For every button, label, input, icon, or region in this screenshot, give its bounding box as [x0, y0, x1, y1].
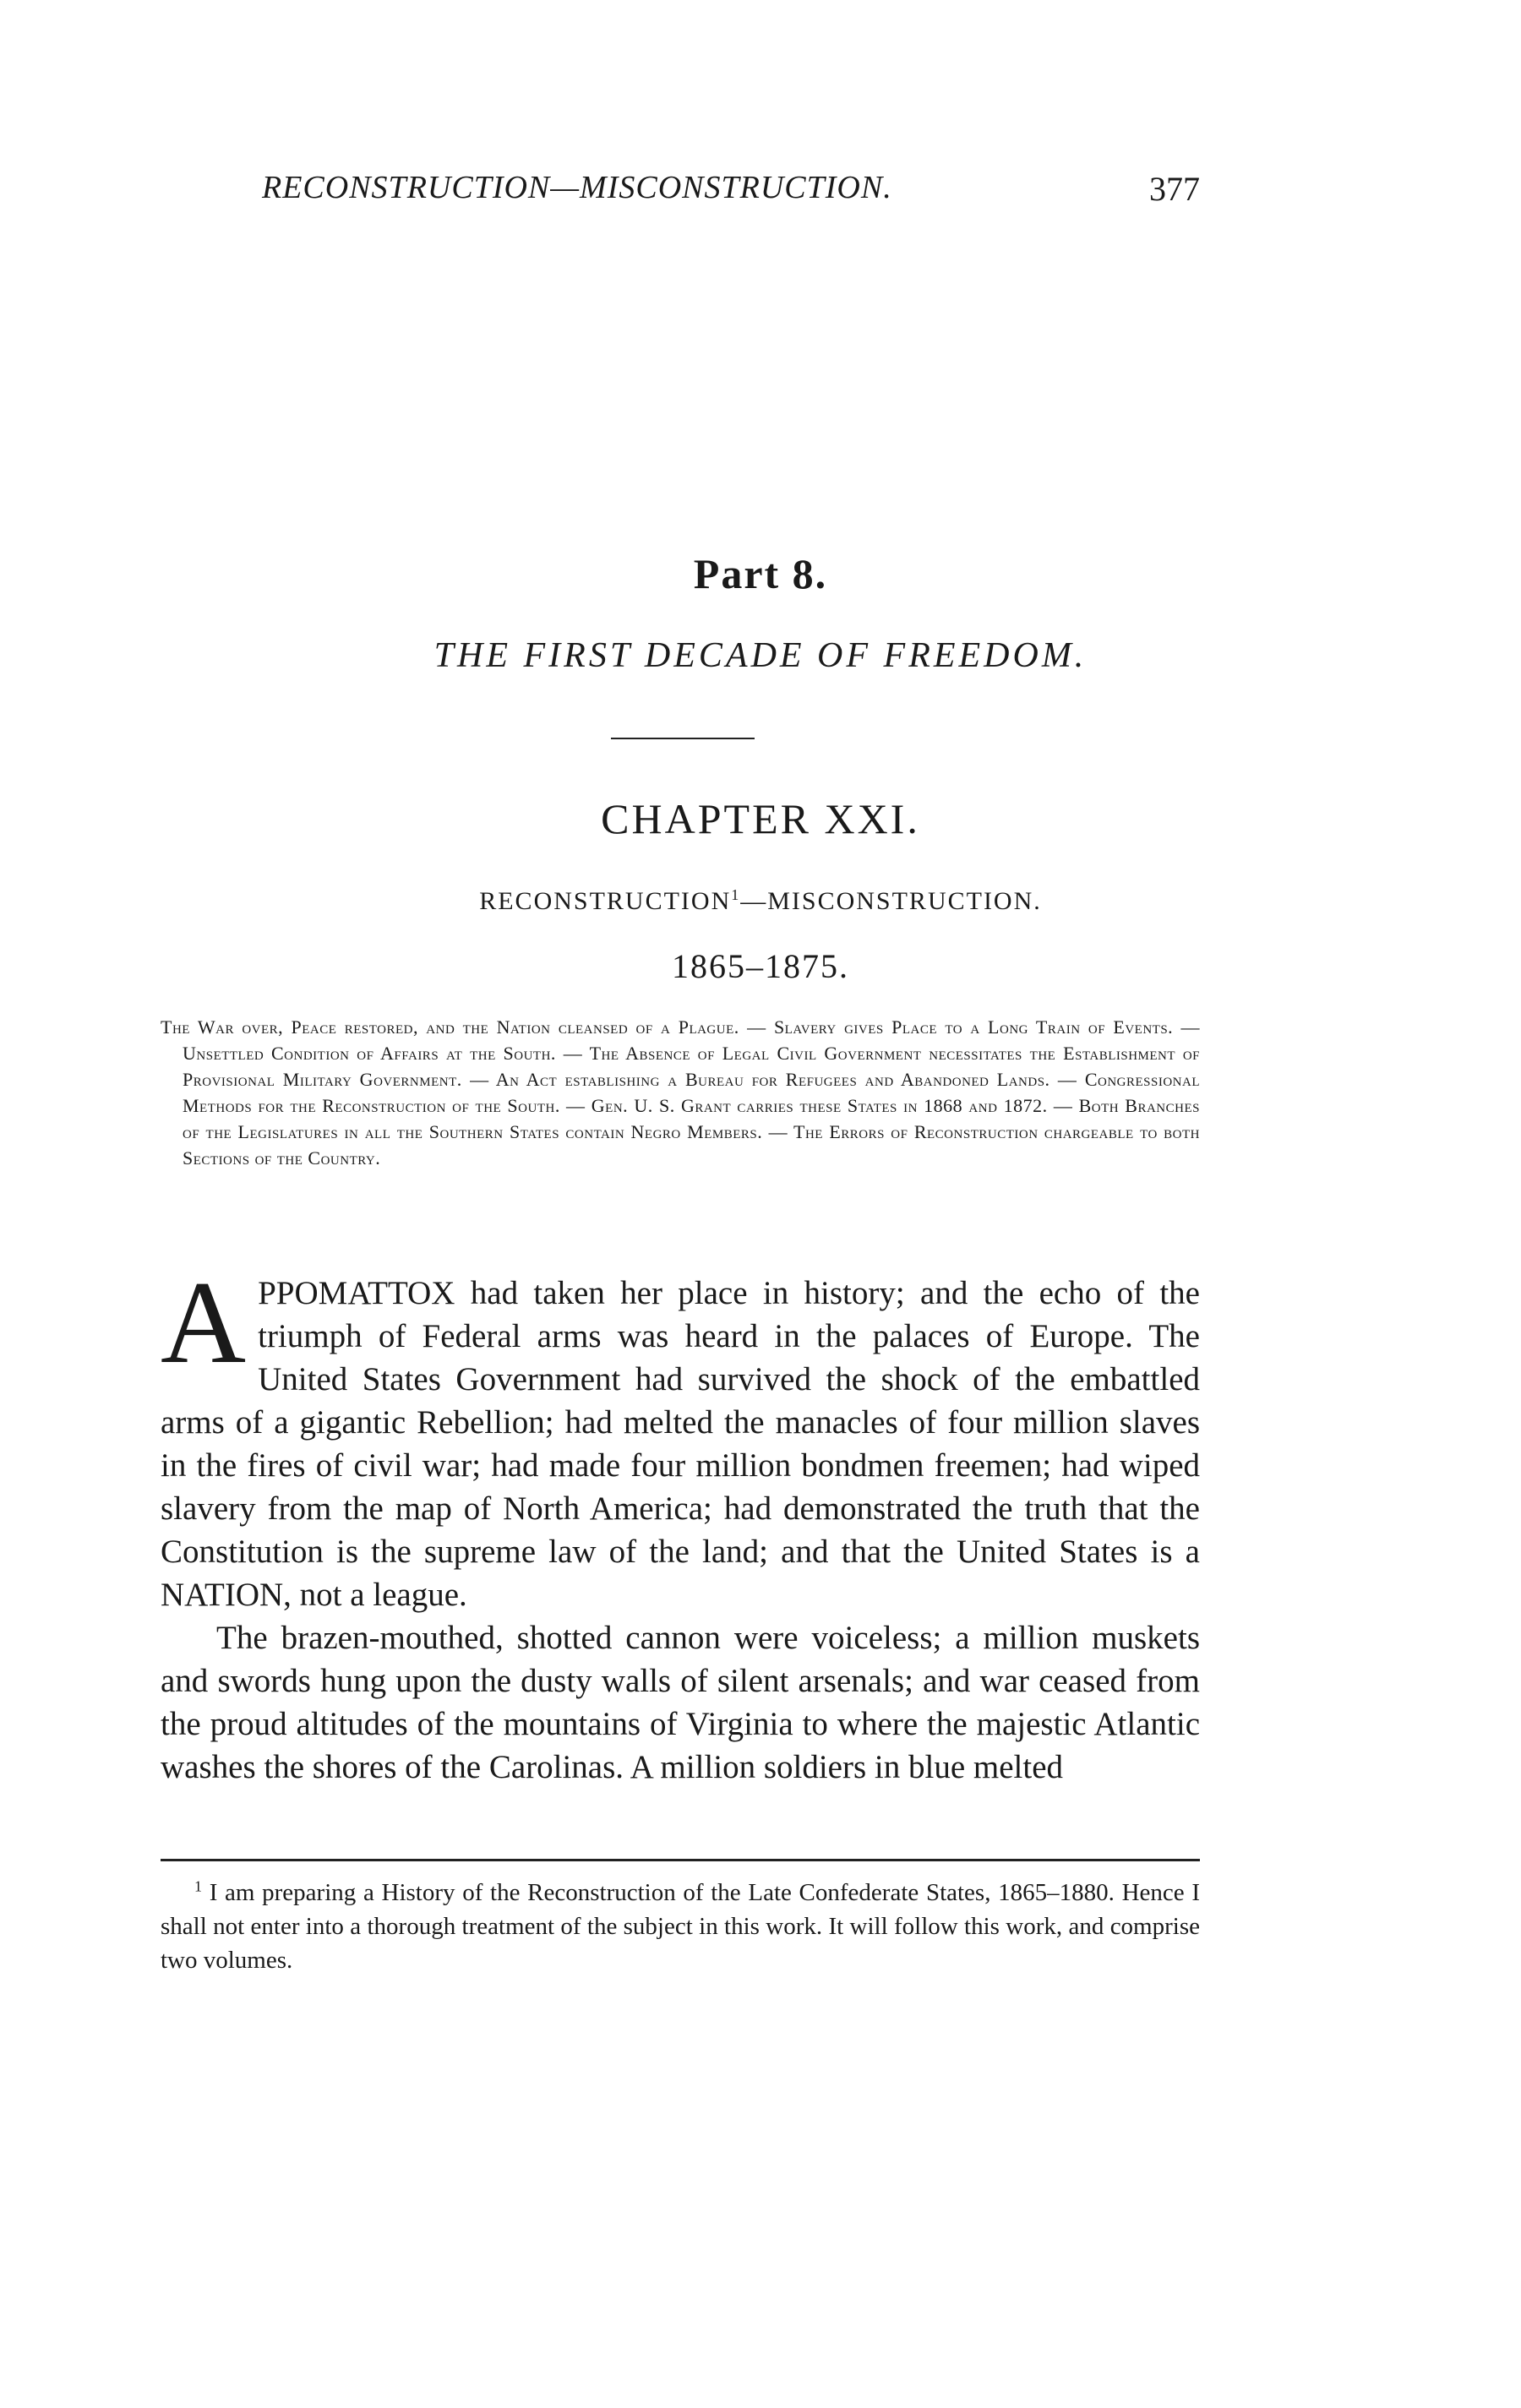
chapter-synopsis: The War over, Peace restored, and the Nation cleansed of a Plague. — Slavery gives Place to a Long Train of Events. — Unsettled Condition of Affairs at the South. — The Absence of Legal Civil Government necessitates the Establishment of Provisional Military Government. — An Act establishing a Bureau for Refugees and Abandoned Lands. — Congressional Methods for the Reconstruction of the South. — Gen. U. S. Grant carries these States in 1868 and 1872. — Both Branches of the Legislatures in all the Southern States contain Negro Members. — The Errors of Reconstruction chargeable to both Sections of the Country.	[161, 1016, 1200, 1169]
chapter-years: 1865–1875.	[672, 947, 849, 985]
paragraph: The brazen-mouthed, shotted cannon were voiceless; a million muskets and swords hung upon the dusty walls of silent arsenals; and war ceased from the proud altitudes of the mountains of Virginia to where the majestic Atlantic washes the shores of the Carolinas. A million soldiers in blue melted	[161, 1620, 1200, 1785]
chapter-subtitle-first: RECONSTRUCTION	[479, 887, 732, 915]
paragraph-text: PPOMATTOX had taken her place in history; and the echo of the triumph of Federal arms was heard in the palaces of Europe. The United States Government had survived the shock of the embattled arms of a gigantic Rebellion; had melted the manacles of four million slaves in the fires of civil war; had made four million bondmen freemen; had wiped slavery from the map of North America; had demonstrated the truth that the Constitution is the supreme law of the land; and that the United States is a NATION, not a league.	[161, 1275, 1200, 1613]
part-label: Part 8.	[693, 550, 828, 597]
chapter-subtitle-second: —MISCONSTRUCTION.	[740, 887, 1042, 915]
drop-cap: A	[161, 1257, 247, 1388]
paragraph	[161, 1257, 1200, 1616]
footnote	[161, 1876, 1200, 1977]
running-head	[262, 169, 1200, 220]
footnote-marker: 1	[194, 1877, 202, 1895]
footnote-text: I am preparing a History of the Reconstruction of the Late Confederate States, 1865–1880. Hence I shall not enter into a thorough treatment of the subject in this work. It will follow this work, and comprise two volumes.	[161, 1879, 1200, 1974]
body-text	[161, 1257, 1200, 1789]
page-number: 377	[1149, 170, 1200, 208]
footnote-reference: 1	[731, 886, 741, 903]
section-divider	[611, 738, 755, 739]
chapter-subtitle	[0, 887, 1521, 916]
footnote-divider	[161, 1859, 1200, 1861]
running-title: RECONSTRUCTION—MISCONSTRUCTION.	[262, 170, 892, 205]
part-subtitle: THE FIRST DECADE OF FREEDOM.	[433, 636, 1088, 675]
chapter-title: CHAPTER XXI.	[601, 795, 920, 842]
